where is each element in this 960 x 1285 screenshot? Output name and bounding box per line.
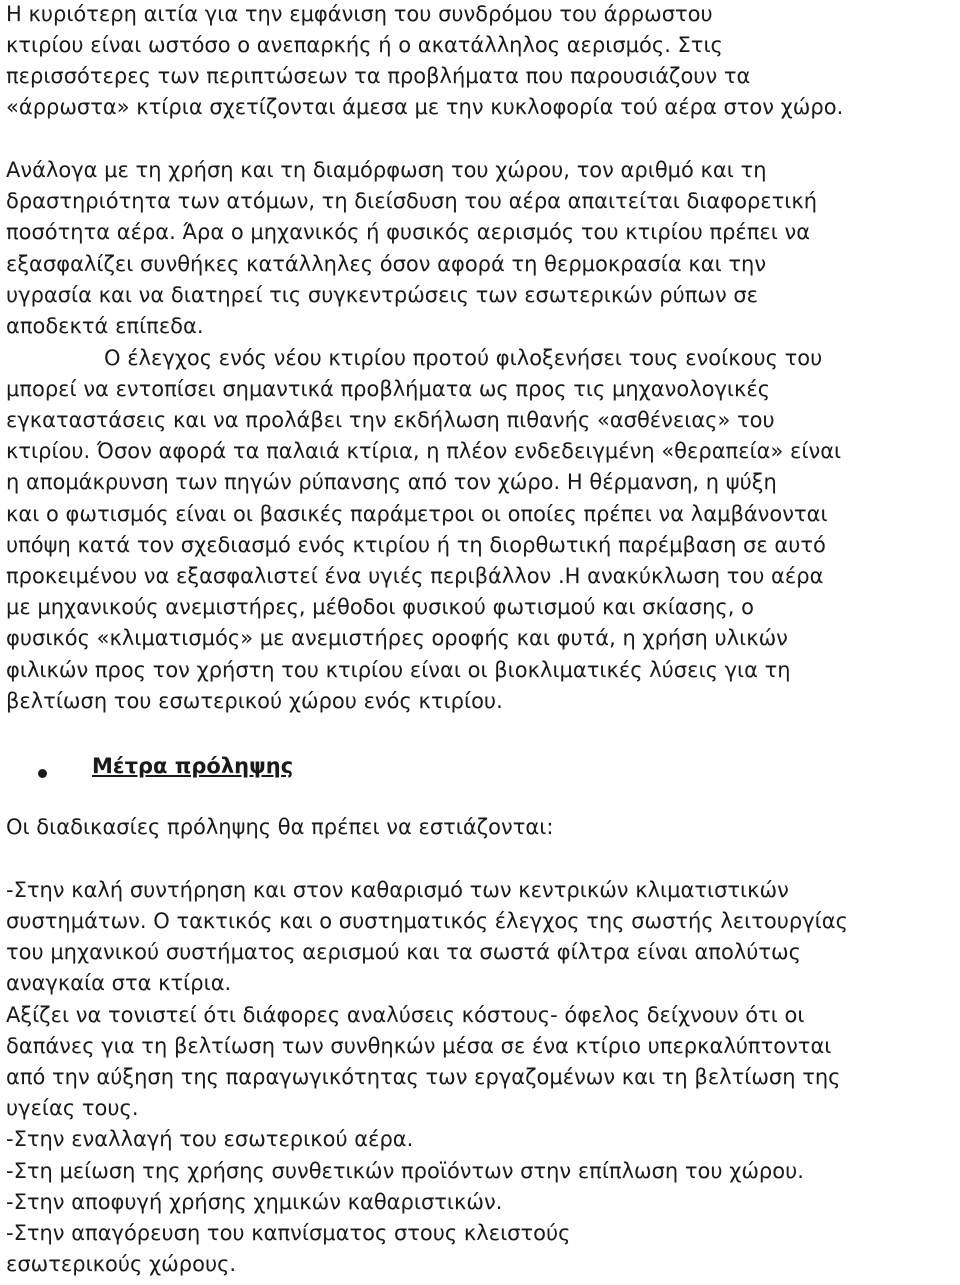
paragraph-3-line: με μηχανικούς ανεμιστήρες, μέθοδοι φυσικού φωτισμού και σκίασης, ο (6, 595, 754, 619)
section-heading: Μέτρα πρόληψης (92, 754, 294, 778)
paragraph-4-line: συστημάτων. Ο τακτικός και ο συστηματικός έλεγχος της σωστής λειτουργίας (6, 909, 848, 933)
paragraph-1-line: κτιρίου είναι ωστόσο ο ανεπαρκής ή ο ακατάλληλος αερισμός. Στις (6, 33, 723, 57)
paragraph-4-line: υγείας τους. (6, 1096, 139, 1120)
paragraph-3-line: και ο φωτισμός είναι οι βασικές παράμετροι οι οποίες πρέπει να λαμβάνονται (6, 502, 828, 526)
paragraph-4-line: -Στην αποφυγή χρήσης χημικών καθαριστικών. (6, 1190, 503, 1214)
paragraph-3-line: η απομάκρυνση των πηγών ρύπανσης από τον χώρο. Η θέρμανση, η ψύξη (6, 470, 777, 494)
paragraph-4-line: δαπάνες για τη βελτίωση των συνθηκών μέσα σε ένα κτίριο υπερκαλύπτονται (6, 1034, 832, 1058)
paragraph-4-line: από την αύξηση της παραγωγικότητας των εργαζομένων και τη βελτίωση της (6, 1065, 841, 1089)
paragraph-2-line: αποδεκτά επίπεδα. (6, 314, 204, 338)
paragraph-3-line: βελτίωση του εσωτερικού χώρου ενός κτιρίου. (6, 689, 503, 713)
paragraph-4-line: -Στην καλή συντήρηση και στον καθαρισμό των κεντρικών κλιματιστικών (6, 878, 789, 902)
paragraph-2-line: υγρασία και να διατηρεί τις συγκεντρώσεις των εσωτερικών ρύπων σε (6, 283, 759, 307)
paragraph-2-line: εξασφαλίζει συνθήκες κατάλληλες όσον αφορά τη θερμοκρασία και την (6, 252, 767, 276)
paragraph-1-line: Η κυριότερη αιτία για την εμφάνιση του συνδρόμου του άρρωστου (6, 2, 713, 26)
paragraph-3-line: εγκαταστάσεις και να προλάβει την εκδήλωση πιθανής «ασθένειας» του (6, 408, 775, 432)
paragraph-3-line: προκειμένου να εξασφαλιστεί ένα υγιές περιβάλλον .Η ανακύκλωση του αέρα (6, 564, 824, 588)
paragraph-1-line: περισσότερες των περιπτώσεων τα προβλήματα που παρουσιάζουν τα (6, 64, 751, 88)
paragraph-4-line: -Στη μείωση της χρήσης συνθετικών προϊόντων στην επίπλωση του χώρου. (6, 1159, 804, 1183)
intro-line: Οι διαδικασίες πρόληψης θα πρέπει να εστιάζονται: (6, 815, 554, 839)
paragraph-3-line: φυσικός «κλιματισμός» με ανεμιστήρες οροφής και φυτά, η χρήση υλικών (6, 626, 788, 650)
paragraph-2-line: Ανάλογα με τη χρήση και τη διαμόρφωση του χώρου, τον αριθμό και τη (6, 158, 767, 182)
paragraph-2-line: ποσότητα αέρα. Άρα ο μηχανικός ή φυσικός αερισμός του κτιρίου πρέπει να (6, 220, 811, 244)
paragraph-3-line: κτιρίου. Όσον αφορά τα παλαιά κτίρια, η πλέον ενδεδειγμένη «θεραπεία» είναι (6, 439, 842, 463)
bullet-icon (38, 769, 47, 778)
paragraph-2-line: δραστηριότητα των ατόμων, τη διείσδυση του αέρα απαιτείται διαφορετική (6, 189, 818, 213)
paragraph-4-line: του μηχανικού συστήματος αερισμού και τα σωστά φίλτρα είναι απολύτως (6, 940, 801, 964)
paragraph-4-line: εσωτερικούς χώρους. (6, 1252, 237, 1276)
paragraph-3-line: υπόψη κατά τον σχεδιασμό ενός κτιρίου ή τη διορθωτική παρέμβαση σε αυτό (6, 533, 826, 557)
paragraph-4-line: -Στην εναλλαγή του εσωτερικού αέρα. (6, 1127, 414, 1151)
paragraph-4-line: αναγκαία στα κτίρια. (6, 971, 232, 995)
paragraph-3-line: φιλικών προς τον χρήστη του κτιρίου είναι οι βιοκλιματικές λύσεις για τη (6, 658, 791, 682)
paragraph-3-line: μπορεί να εντοπίσει σημαντικά προβλήματα ως προς τις μηχανολογικές (6, 377, 771, 401)
paragraph-4-line: Αξίζει να τονιστεί ότι διάφορες αναλύσεις κόστους- όφελος δείχνουν ότι οι (6, 1003, 805, 1027)
paragraph-4-line: -Στην απαγόρευση του καπνίσματος στους κλειστούς (6, 1221, 571, 1245)
paragraph-3-line: Ο έλεγχος ενός νέου κτιρίου προτού φιλοξενήσει τους ενοίκους του (104, 346, 823, 370)
paragraph-1-line: «άρρωστα» κτίρια σχετίζονται άμεσα με την κυκλοφορία τού αέρα στον χώρο. (6, 95, 844, 119)
